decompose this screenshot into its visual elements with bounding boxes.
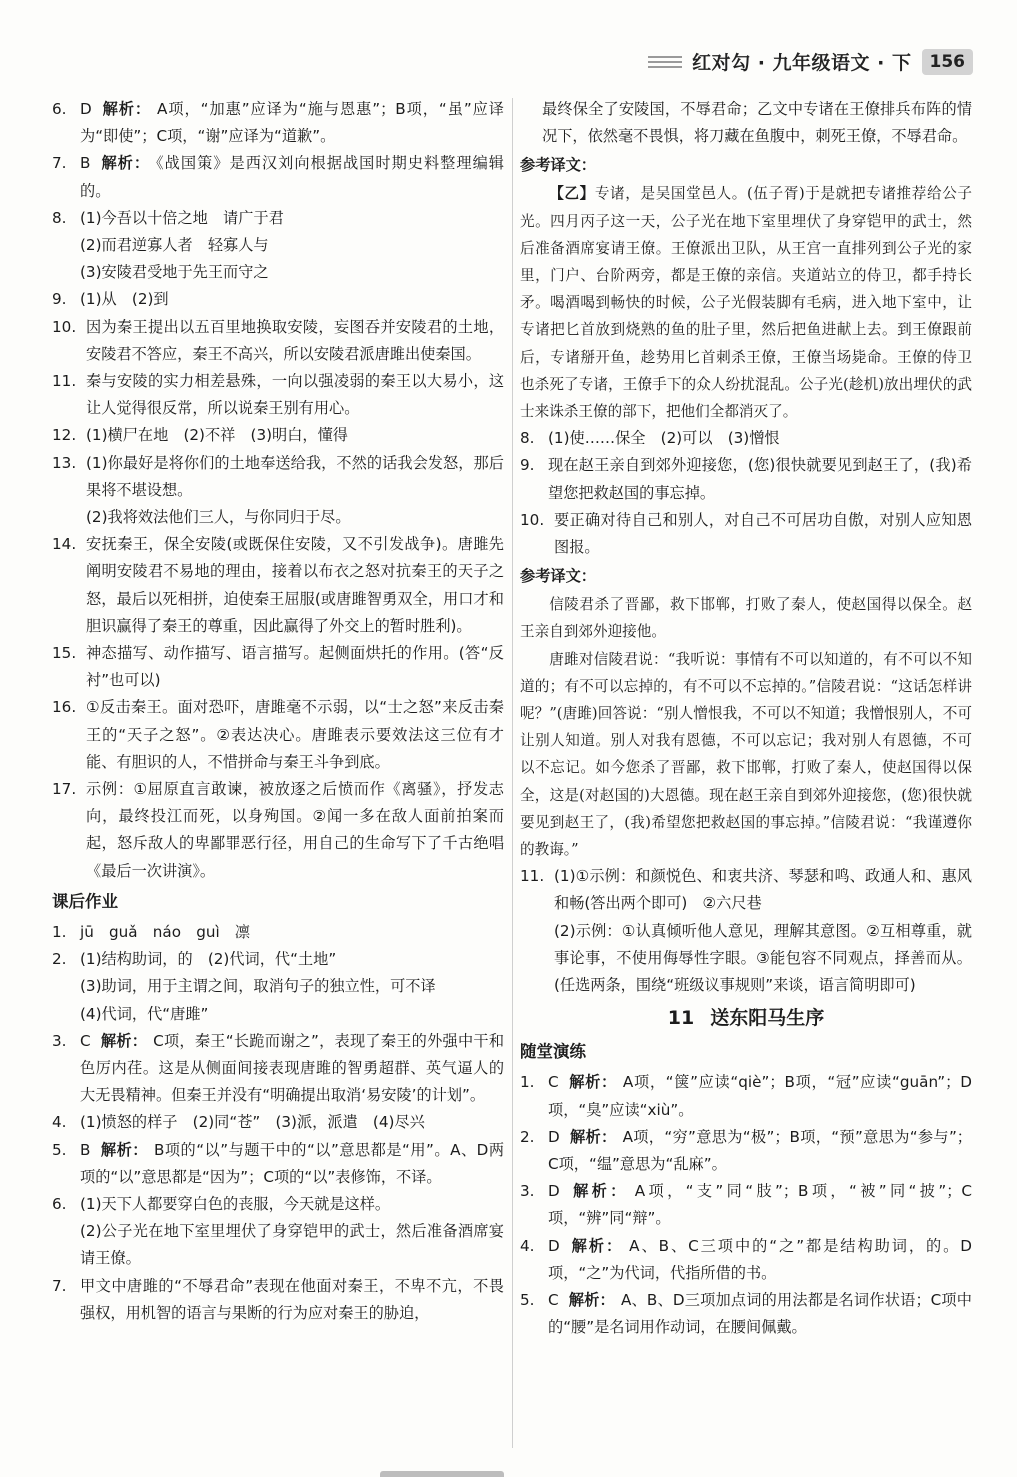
reference-translation: 唐雎对信陵君说：“我听说：事情有不可以知道的，有不可以不知道的；有不可以忘掉的，有不可以不忘掉的。”信陵君说：“这话怎样讲呢？”(唐雎)回答说：“别人憎恨我，不可以不知道；我憎恨别人，不可让别人知道。别人对我有恩德，不可以忘记；我对别人有恩德，不可以不忘记。如今您杀了晋鄙，救下邯郸，打败了秦人，使赵国得以保全，这是(对赵国的)大恩德。现在赵王亲自到郊外迎接您，(您)很快就要见到赵王了，(我)希望您把救赵国的事忘掉。”信陵君说：“我谨遵你的教诲。” xyxy=(520,650,972,859)
answer-item: 12. (1)横尸在地 (2)不祥 (3)明白，懂得 xyxy=(52,426,348,445)
answer-item: 1. jū guǎ náo guì 凛 xyxy=(52,922,251,941)
header-lines-icon xyxy=(648,56,682,68)
answer-item: 5. C 解析： A、B、D三项加点词的用法都是名词作状语；C项中的“腰”是名词用作动词，在腰间佩戴。 xyxy=(520,1290,972,1337)
answer-item: 10. 因为秦王提出以五百里地换取安陵，妄图吞并安陵君的土地，安陵君不答应，秦王不高兴，所以安陵君派唐雎出使秦国。 xyxy=(52,317,504,363)
column-divider xyxy=(512,98,513,1448)
page-bottom-tab xyxy=(380,1471,504,1477)
answer-sub: (2)我将效法他们三人，与你同归于尽。 xyxy=(86,508,351,527)
answer-sub: (2)公子光在地下室里埋伏了身穿铠甲的武士，然后准备酒席宴请王僚。 xyxy=(80,1222,504,1268)
answer-item: 1. C 解析： A项，“箧”应读“qiè”；B项，“冠”应读“guān”；D项，“臭”应读“xiù”。 xyxy=(520,1073,972,1119)
answer-sub: (2)示例：①认真倾听他人意见，理解其意图。②互相尊重，就事论事，不使用侮辱性字眼。③能包容不同观点，择善而从。(任选两条，围绕“班级议事规则”来谈，语言简明即可) xyxy=(554,921,972,995)
answer-item: 6. D 解析： A项，“加惠”应译为“施与恩惠”；B项，“虽”应译为“即使”；C项，“谢”应译为“道歉”。 xyxy=(52,100,504,146)
answer-item: 5. B 解析： B项的“以”与题干中的“以”意思都是“用”。A、D两项的“以”意思都是“因为”；C项的“以”表修饰，不译。 xyxy=(52,1140,505,1186)
answer-item: 3. C 解析： C项，秦王“长跪而谢之”，表现了秦王的外强中干和色厉内荏。这是从侧面间接表现唐雎的智勇超群、英气逼人的大无畏精神。但秦王并没有“明确提出取消‘易安陵’的计划”。 xyxy=(52,1031,505,1105)
answer-item: 16. ①反击秦王。面对恐吓，唐雎毫不示弱，以“士之怒”来反击秦王的“天子之怒”。②表达决心。唐雎表示要效法这三位有才能、有胆识的人，不惜拼命与秦王斗争到底。 xyxy=(52,698,504,771)
answer-item: 2. (1)结构助词，的 (2)代词，代“土地” xyxy=(52,950,337,969)
answer-item: 7. B 解析： 《战国策》是西汉刘向根据战国时期史料整理编辑的。 xyxy=(52,154,504,200)
answer-item: 3. D 解析： A项，“支”同“肢”；B项，“被”同“披”；C项，“辨”同“辩”。 xyxy=(520,1182,973,1228)
section-heading-drill: 随堂演练 xyxy=(520,1042,586,1062)
answer-item: 4. (1)愤怒的样子 (2)同“苍” (3)派，派遣 (4)尽兴 xyxy=(52,1113,425,1132)
answer-item: 8. (1)使……保全 (2)可以 (3)憎恨 xyxy=(520,429,780,448)
answer-item: 11. 秦与安陵的实力相差悬殊，一向以强凌弱的秦王以大易小，这让人觉得很反常，所以说秦王别有用心。 xyxy=(52,372,504,418)
right-column xyxy=(520,96,972,1341)
reference-translation-label: 参考译文： xyxy=(520,567,596,586)
answer-item: 9. (1)从 (2)到 xyxy=(52,290,169,309)
page-header xyxy=(648,48,973,75)
answer-item: 10. 要正确对待自己和别人，对自己不可居功自傲，对别人应知恩图报。 xyxy=(520,510,972,557)
answer-sub: (4)代词，代“唐雎” xyxy=(80,1004,209,1023)
answer-item: 11. (1)①示例：和颜悦色、和衷共济、琴瑟和鸣、政通人和、惠风和畅(答出两个即可) ②六尺巷 xyxy=(520,867,972,913)
reference-translation: 信陵君杀了晋鄙，救下邯郸，打败了秦人，使赵国得以保全。赵王亲自到郊外迎接他。 xyxy=(520,596,972,641)
page-number: 156 xyxy=(922,49,974,75)
answer-item: 2. D 解析： A项，“穷”意思为“极”；B项，“预”意思为“参与”；C项，“缊”意思为“乱麻”。 xyxy=(520,1127,972,1173)
answer-item: 13. (1)你最好是将你们的土地奉送给我，不然的话我会发怒，那后果将不堪设想。 xyxy=(52,453,504,499)
answer-item: 7. 甲文中唐雎的“不辱君命”表现在他面对秦王，不卑不亢，不畏强权，用机智的语言与果断的行为应对秦王的胁迫， xyxy=(52,1276,504,1322)
answer-item: 15. 神态描写、动作描写、语言描写。起侧面烘托的作用。(答“反衬”也可以) xyxy=(52,644,504,690)
answer-sub: (3)安陵君受地于先王而守之 xyxy=(80,263,269,282)
answer-item: 4. D 解析： A、B、C三项中的“之”都是结构助词，的。D项，“之”为代词，代指所借的书。 xyxy=(520,1236,972,1282)
answer-item: 8. (1)今吾以十倍之地 请广于君 xyxy=(52,208,284,227)
section-heading-homework: 课后作业 xyxy=(52,891,118,911)
book-title: 红对勾 · 九年级语文 · 下 xyxy=(692,52,912,74)
answer-item: 9. 现在赵王亲自到郊外迎接您，(您)很快就要见到赵王了，(我)希望您把救赵国的事忘掉。 xyxy=(520,456,972,502)
answer-item: 6. (1)天下人都要穿白色的丧服，今天就是这样。 xyxy=(52,1194,391,1213)
reference-translation-label: 参考译文： xyxy=(520,156,596,175)
answer-sub: (3)助词，用于主谓之间，取消句子的独立性，可不译 xyxy=(80,977,436,996)
left-column xyxy=(52,96,504,1327)
answer-sub: (2)而君逆寡人者 轻寡人与 xyxy=(80,236,269,255)
answer-item: 17. 示例：①屈原直言敢谏，被放逐之后愤而作《离骚》，抒发志向，最终投江而死，以身殉国。②闻一多在敌人面前拍案而起，怒斥敌人的卑鄙罪恶行径，用自己的生命写下了千古绝唱《最后一次讲演》。 xyxy=(52,780,504,880)
answer-continuation: 最终保全了安陵国，不辱君命；乙文中专诸在王僚排兵布阵的情况下，依然毫不畏惧，将刀藏在鱼腹中，刺死王僚，不辱君命。 xyxy=(542,100,972,146)
chapter-title: 11 送东阳马生序 xyxy=(667,1007,825,1030)
answer-item: 14. 安抚秦王，保全安陵(或既保住安陵，又不引发战争)。唐雎先阐明安陵君不易地的理由，接着以布衣之怒对抗秦王的天子之怒，最后以死相拼，迫使秦王屈服(或唐雎智勇双全，用口才和胆识赢得了秦王的尊重，因此赢得了外交上的暂时胜利)。 xyxy=(52,535,504,635)
reference-translation: 【乙】专诸，是吴国堂邑人。(伍子胥)于是就把专诸推荐给公子光。四月丙子这一天，公子光在地下室里埋伏了身穿铠甲的武士，然后准备酒席宴请王僚。王僚派出卫队，从王宫一直排列到公子光的家里，门户、台阶两旁，都是王僚的亲信。夹道站立的侍卫，都手持长矛。喝酒喝到畅快的时候，公子光假装脚有毛病，进入地下室中，让专诸把匕首放到烧熟的鱼的肚子里，然后把鱼进献上去。到王僚跟前后，专诸掰开鱼，趁势用匕首刺杀王僚，王僚当场毙命。王僚的侍卫也杀死了专诸，王僚手下的众人纷扰混乱。公子光(趁机)放出埋伏的武士来诛杀王僚的部下，把他们全都消灭了。 xyxy=(520,185,972,421)
